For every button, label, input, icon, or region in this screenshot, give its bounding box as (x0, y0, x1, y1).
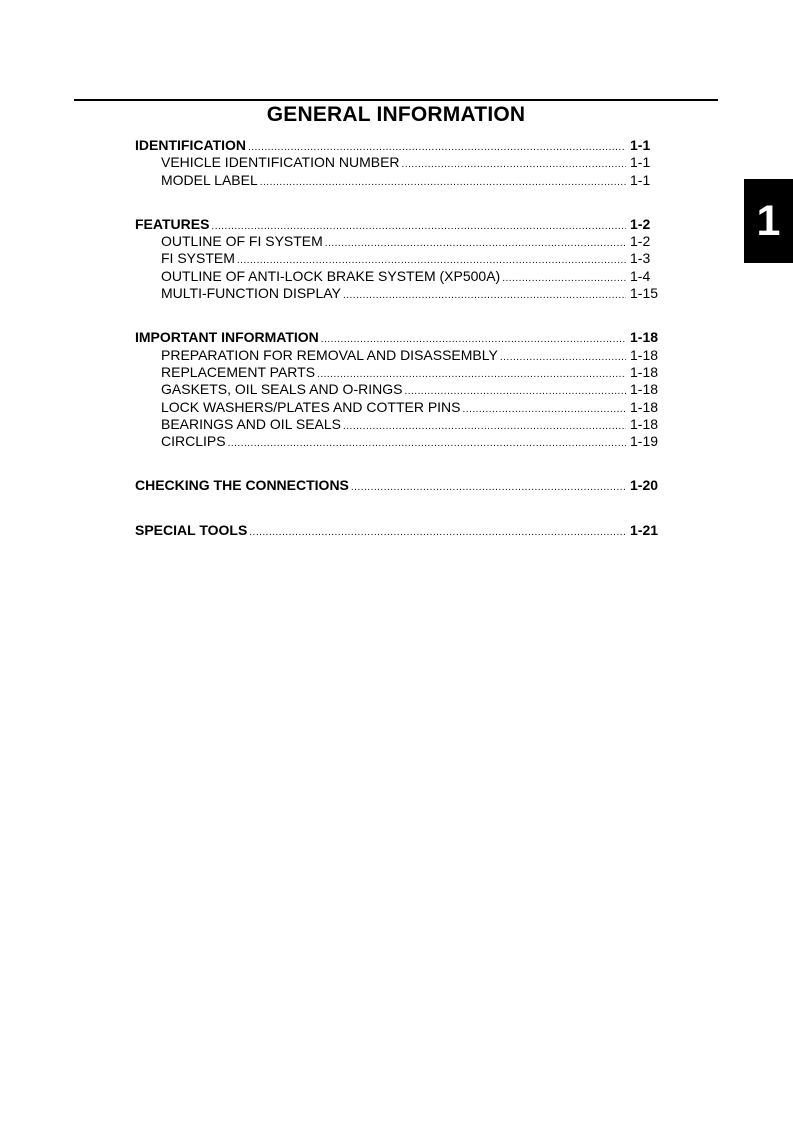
toc-entry-label: LOCK WASHERS/PLATES AND COTTER PINS (161, 398, 461, 415)
toc-section-checking-the-connections (135, 477, 660, 494)
toc-entry-identification[interactable] (135, 137, 660, 154)
page-title: GENERAL INFORMATION (266, 103, 526, 126)
toc-section-important-information (135, 329, 660, 450)
toc-entry-vehicle-identification-number[interactable] (135, 154, 660, 171)
toc-entry-label: MODEL LABEL (161, 171, 258, 188)
toc-entry-label: FI SYSTEM (161, 250, 235, 267)
toc-entry-label: BEARINGS AND OIL SEALS (161, 415, 341, 432)
toc-entry-page: 1-18 (630, 415, 659, 432)
toc-entry-lock-washers[interactable] (135, 399, 660, 416)
toc-entry-special-tools[interactable] (135, 522, 660, 539)
toc-entry-label: MULTI-FUNCTION DISPLAY (161, 285, 341, 302)
toc-entry-page: 1-3 (630, 250, 651, 267)
toc-entry-page: 1-18 (630, 363, 659, 380)
dot-leader (500, 349, 626, 366)
toc-entry-page: 1-20 (630, 477, 659, 494)
toc-entry-label: SPECIAL TOOLS (135, 521, 248, 538)
toc-entry-checking-the-connections[interactable] (135, 477, 660, 494)
dot-leader (325, 235, 626, 252)
toc-entry-label: CHECKING THE CONNECTIONS (135, 477, 349, 494)
dot-leader (463, 401, 626, 418)
toc-entry-page: 1-2 (630, 215, 651, 232)
dot-leader (343, 287, 626, 304)
toc-entry-replacement-parts[interactable] (135, 364, 660, 381)
toc-entry-label: VEHICLE IDENTIFICATION NUMBER (161, 154, 400, 171)
toc-entry-outline-of-fi-system[interactable] (135, 233, 660, 250)
dot-leader (260, 174, 626, 191)
toc-entry-label: CIRCLIPS (161, 433, 226, 450)
toc-entry-page: 1-1 (630, 171, 651, 188)
dot-leader (249, 524, 626, 541)
toc-section-identification (135, 137, 660, 189)
toc-entry-page: 1-21 (630, 521, 659, 538)
dot-leader (343, 418, 626, 435)
toc-section-features (135, 216, 660, 302)
toc-entry-page: 1-18 (630, 381, 659, 398)
dot-leader (402, 156, 626, 173)
toc-entry-important-information[interactable] (135, 329, 660, 346)
toc-entry-page: 1-2 (630, 233, 651, 250)
toc-entry-multi-function-display[interactable] (135, 285, 660, 302)
toc-entry-page: 1-15 (630, 285, 659, 302)
header-rule (74, 99, 718, 101)
toc-entry-label: IMPORTANT INFORMATION (135, 329, 319, 346)
toc-entry-preparation-for-removal[interactable] (135, 347, 660, 364)
toc-entry-outline-of-abs[interactable] (135, 268, 660, 285)
toc-entry-circlips[interactable] (135, 433, 660, 450)
toc-entry-label: PREPARATION FOR REMOVAL AND DISASSEMBLY (161, 346, 498, 363)
toc-entry-gaskets-oil-seals[interactable] (135, 381, 660, 398)
toc-entry-label: OUTLINE OF ANTI-LOCK BRAKE SYSTEM (XP500A) (161, 267, 501, 284)
toc-entry-fi-system[interactable] (135, 250, 660, 267)
dot-leader (351, 479, 626, 496)
toc-entry-label: OUTLINE OF FI SYSTEM (161, 233, 323, 250)
toc-entry-label: GASKETS, OIL SEALS AND O-RINGS (161, 381, 403, 398)
toc-entry-page: 1-1 (630, 137, 651, 153)
table-of-contents (135, 137, 660, 566)
toc-entry-page: 1-1 (630, 154, 651, 171)
toc-entry-bearings-and-oil-seals[interactable] (135, 416, 660, 433)
dot-leader (502, 270, 626, 287)
toc-entry-features[interactable] (135, 216, 660, 233)
toc-entry-model-label[interactable] (135, 172, 660, 189)
toc-entry-page: 1-18 (630, 398, 659, 415)
toc-entry-page: 1-4 (630, 267, 651, 284)
toc-entry-page: 1-18 (630, 329, 659, 346)
toc-entry-page: 1-18 (630, 346, 659, 363)
toc-entry-page: 1-19 (630, 433, 659, 450)
toc-section-special-tools (135, 522, 660, 539)
toc-entry-label: FEATURES (135, 215, 210, 232)
toc-entry-label: IDENTIFICATION (135, 137, 246, 153)
toc-entry-label: REPLACEMENT PARTS (161, 363, 316, 380)
dot-leader (228, 435, 626, 452)
chapter-tab: 1 (744, 179, 793, 263)
